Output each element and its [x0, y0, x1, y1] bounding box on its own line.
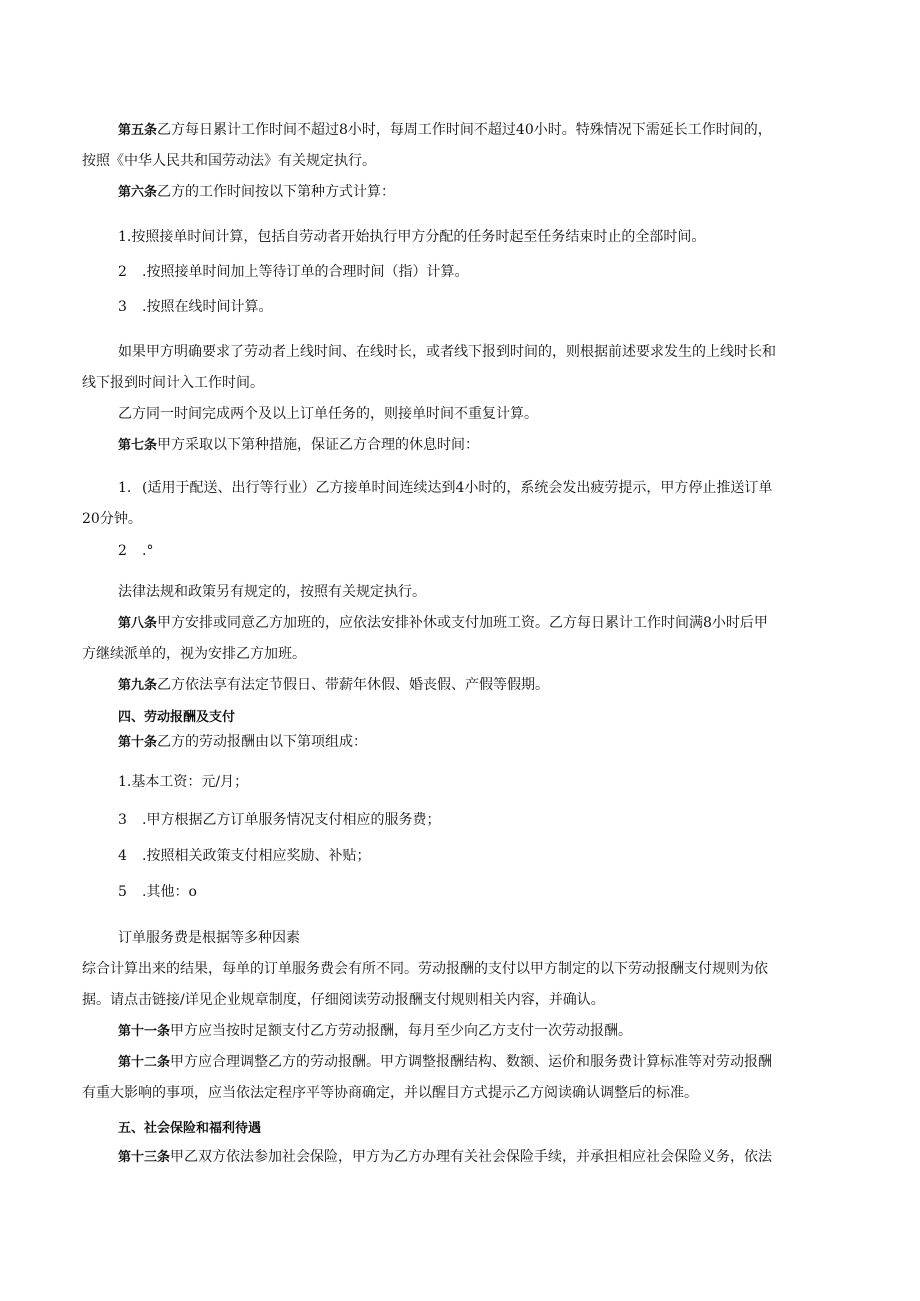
art10-intro	[118, 732, 367, 753]
art7-item-1-text: (适用于配送、出行等行业）乙方接单时间连续达到4小时的，系统会发出疲劳提示，甲方停止推送订单	[142, 480, 773, 496]
art9-line	[118, 675, 549, 696]
art10-item-5-text: .其他：o	[142, 884, 197, 900]
art7-item-1-num: 1.	[118, 480, 132, 496]
art7-note: 法律法规和政策另有规定的，按照有关规定执行。	[118, 584, 426, 600]
art7-item-2-num: 2	[118, 543, 127, 559]
art5-line2: 按照《中华人民共和国劳动法》有关规定执行。	[82, 153, 376, 169]
art12-line1	[118, 1052, 772, 1073]
art10-item-4-text: .按照相关政策支付相应奖励、补贴；	[142, 848, 371, 864]
art10-item-4	[118, 846, 370, 866]
art7-label: 第七条	[118, 438, 158, 453]
art8-line2: 方继续派单的，视为安排乙方加班。	[82, 646, 306, 662]
art13-label: 第十三条	[118, 1150, 171, 1165]
art10-item-4-num: 4	[118, 848, 127, 864]
art13-text: 甲乙双方依法参加社会保险，甲方为乙方办理有关社会保险手续，并承担相应社会保险义务，依法	[170, 1149, 773, 1165]
art12-label: 第十二条	[118, 1055, 171, 1070]
art7-text: 甲方采取以下第种措施，保证乙方合理的休息时间：	[157, 437, 480, 453]
art5-label: 第五条	[118, 123, 158, 138]
art6-para1-line1: 如果甲方明确要求了劳动者上线时间、在线时长，或者线下报到时间的，则根据前述要求发生的上线时长和	[118, 344, 776, 360]
art7-item-2	[118, 541, 153, 561]
art7-intro	[118, 435, 479, 456]
art6-para1-line2: 线下报到时间计入工作时间。	[82, 375, 264, 391]
art13-line	[118, 1147, 772, 1168]
art6-label: 第六条	[118, 185, 158, 200]
art5-line1	[118, 120, 772, 141]
art6-item-2-text: .按照接单时间加上等待订单的合理时间（指）计算。	[142, 264, 469, 280]
art12-line2: 有重大影响的事项，应当依法定程序平等协商确定，并以醒目方式提示乙方阅读确认调整后的标准。	[82, 1085, 698, 1101]
art9-text: 乙方依法享有法定节假日、带薪年休假、婚丧假、产假等假期。	[157, 677, 550, 693]
section-5-heading: 五、社会保险和福利待遇	[118, 1121, 262, 1136]
art11-label: 第十一条	[118, 1024, 171, 1039]
art7-item-2-text: .°	[142, 543, 154, 559]
art6-para2: 乙方同一时间完成两个及以上订单任务的，则接单时间不重复计算。	[118, 406, 538, 422]
art6-item-3-text: .按照在线时间计算。	[142, 299, 273, 315]
art6-intro	[118, 182, 395, 203]
art10-item-5-num: 5	[118, 884, 127, 900]
art10-item-1: 1.基本工资：元/月；	[118, 774, 249, 790]
art7-item-1-line2: 20分钟。	[82, 511, 142, 527]
art8-label: 第八条	[118, 616, 158, 631]
art11-text: 甲方应当按时足额支付乙方劳动报酬，每月至少向乙方支付一次劳动报酬。	[170, 1023, 633, 1039]
art6-item-1	[118, 227, 705, 247]
art6-item-2	[118, 262, 468, 282]
art8-text-line1: 甲方安排或同意乙方加班的，应依法安排补休或支付加班工资。乙方每日累计工作时间满8小时后甲	[157, 615, 768, 631]
art10-item-5	[118, 882, 197, 902]
art6-item-1-num: 1.	[118, 229, 132, 245]
art7-item-1-line1	[118, 478, 772, 498]
art10-text: 乙方的劳动报酬由以下第项组成：	[157, 734, 368, 750]
art10-item-3-text: .甲方根据乙方订单服务情况支付相应的服务费；	[142, 812, 441, 828]
art10-item-3-num: 3	[118, 812, 127, 828]
art10-para-line3: 据。请点击链接/详见企业规章制度，仔细阅读劳动报酬支付规则相关内容，并确认。	[82, 992, 605, 1008]
art11-line	[118, 1021, 632, 1042]
art6-item-3	[118, 297, 272, 317]
art5-text-line1: 乙方每日累计工作时间不超过8小时，每周工作时间不超过40小时。特殊情况下需延长工作时间的，	[157, 122, 772, 138]
art6-item-3-num: 3	[118, 299, 127, 315]
art10-label: 第十条	[118, 735, 158, 750]
art6-text: 乙方的工作时间按以下第种方式计算：	[157, 184, 396, 200]
art8-line1	[118, 613, 768, 634]
section-4-heading: 四、劳动报酬及支付	[118, 710, 236, 725]
art9-label: 第九条	[118, 678, 158, 693]
art6-item-2-num: 2	[118, 264, 127, 280]
art10-item-3	[118, 810, 440, 830]
art10-para-line2: 综合计算出来的结果，每单的订单服务费会有所不同。劳动报酬的支付以甲方制定的以下劳动报酬支付规则为依	[82, 961, 768, 977]
art6-item-1-text: 按照接单时间计算，包括自劳动者开始执行甲方分配的任务时起至任务结束时止的全部时间。	[131, 229, 706, 245]
art12-text-line1: 甲方应合理调整乙方的劳动报酬。甲方调整报酬结构、数额、运价和服务费计算标准等对劳动报酬	[170, 1054, 773, 1070]
art10-para-line1: 订单服务费是根据等多种因素	[118, 930, 300, 946]
